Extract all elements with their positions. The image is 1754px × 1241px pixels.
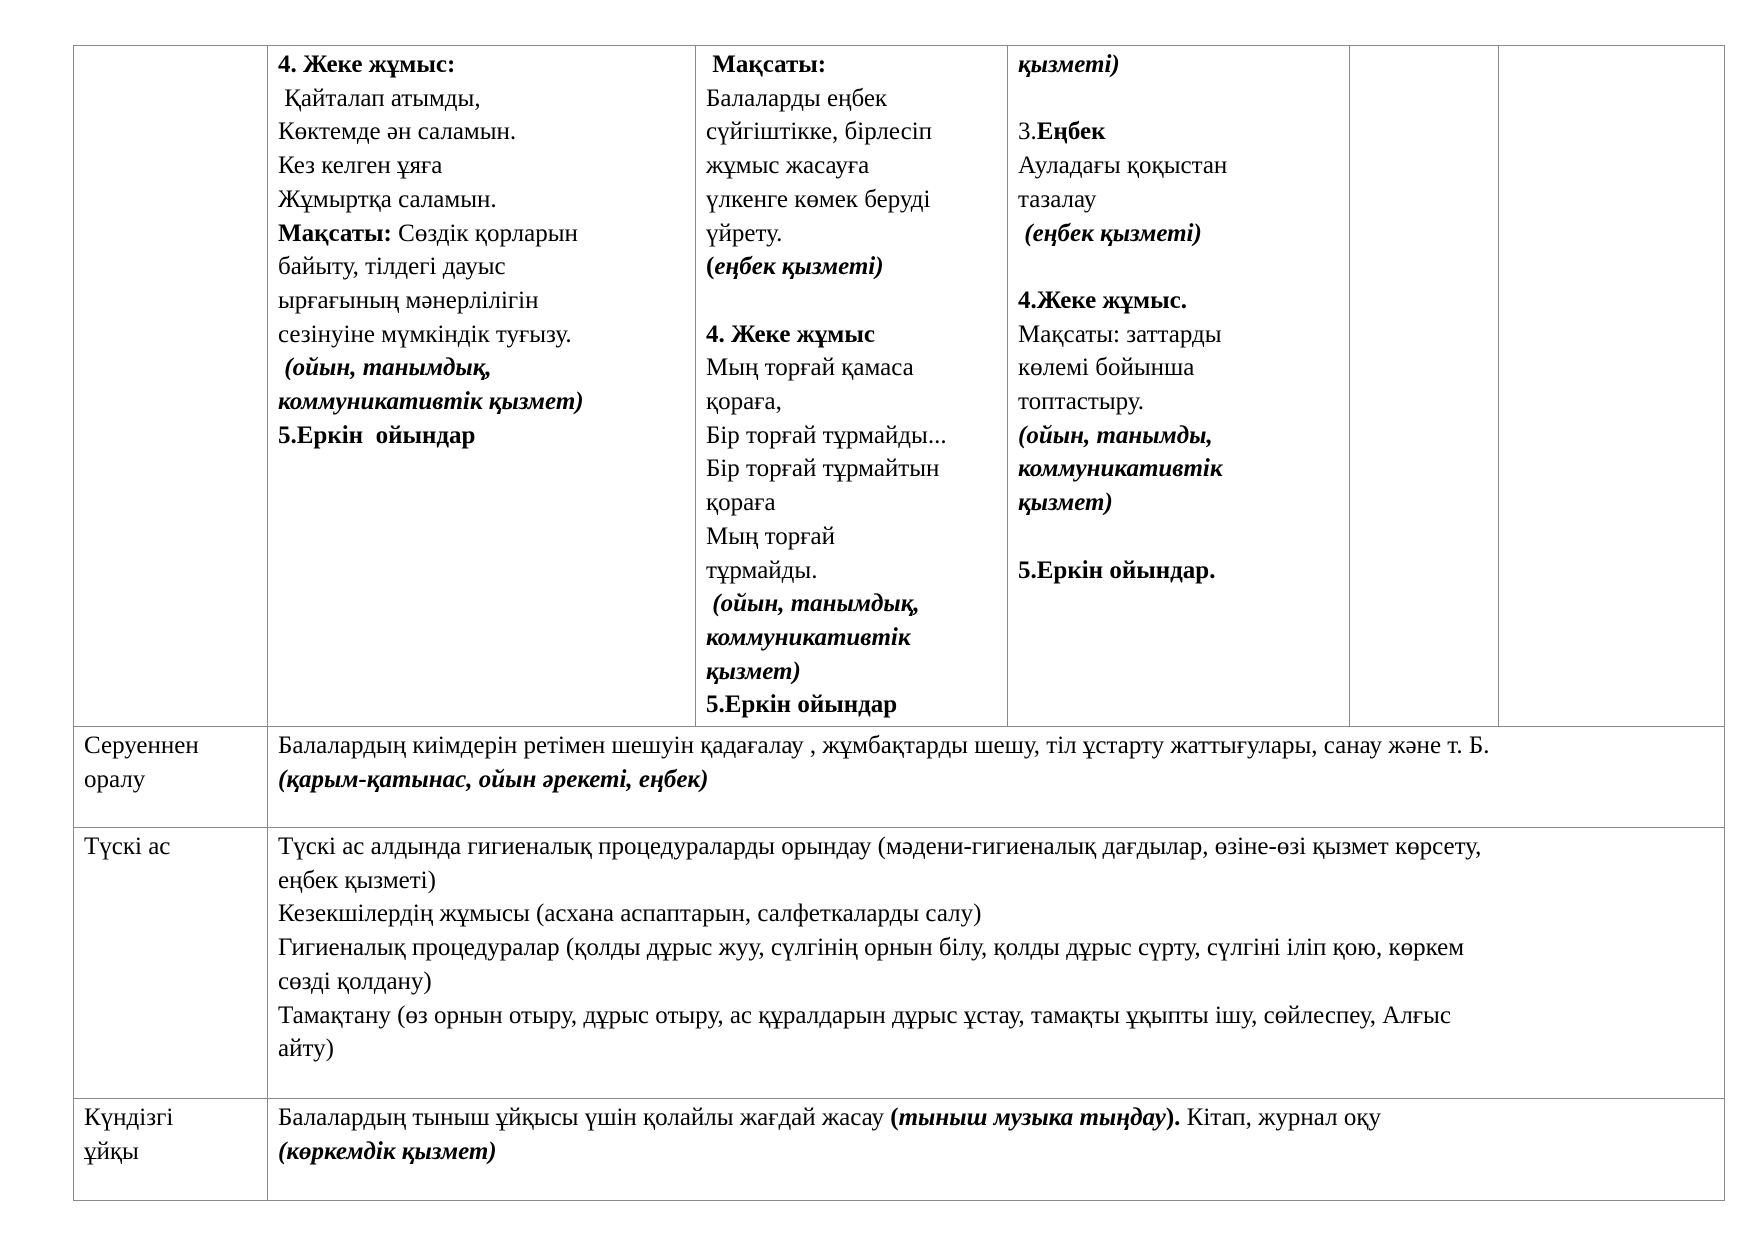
row-content xyxy=(268,1099,1725,1201)
content-line: сөзді қолдану) xyxy=(278,967,432,995)
labour-number: 3. xyxy=(1018,118,1037,146)
poem-line: Мың торғай xyxy=(706,522,835,550)
music-activity: тыныш музыка тыңдау xyxy=(898,1104,1166,1132)
poem-line: Мың торғай қамаса xyxy=(706,354,914,382)
row-return-from-walk xyxy=(74,727,1725,828)
row-content xyxy=(268,727,1725,828)
row-label xyxy=(74,727,268,828)
poem-line: Көктемде ән саламын. xyxy=(278,118,517,146)
row-label-line: оралу xyxy=(84,765,146,793)
poem-line: Жұмыртқа саламын. xyxy=(278,185,497,213)
row-label xyxy=(74,828,268,1099)
poem-line: Бір торғай тұрмайтын xyxy=(706,455,940,483)
poem-line: тұрмайды. xyxy=(706,556,818,584)
free-play-heading: 5.Еркін ойындар xyxy=(278,421,476,449)
poem-line: Кез келген ұяға xyxy=(278,152,443,180)
activity-line: (қарым-қатынас, ойын әрекеті, еңбек) xyxy=(278,765,709,793)
labour-title: Еңбек xyxy=(1036,118,1106,146)
row-label-line: Түскі ас xyxy=(84,833,171,861)
labour-heading xyxy=(1018,115,1339,149)
goal-line: үлкенге көмек беруді xyxy=(706,185,931,213)
cell-empty-col6 xyxy=(1499,46,1725,727)
activity-line: коммуникативтік xyxy=(1018,455,1223,483)
content-line: еңбек қызметі) xyxy=(278,866,436,894)
row-content xyxy=(268,828,1725,1099)
activity-continuation: қызметі) xyxy=(1018,51,1120,78)
goal-line: сүйгіштікке, бірлесіп xyxy=(706,118,933,146)
spacer xyxy=(1018,520,1339,554)
labour-line: тазалау xyxy=(1018,185,1097,213)
activity-line: (ойын, танымды, xyxy=(1018,421,1213,449)
goal-line: Мақсаты: заттарды xyxy=(1018,320,1222,348)
goal-line: байыту, тілдегі дауыс xyxy=(278,253,506,281)
activity-line xyxy=(706,250,997,284)
activity-line: (ойын, танымдық, xyxy=(278,354,492,382)
paren: ( xyxy=(706,253,715,281)
row-label-line: Серуеннен xyxy=(84,732,199,760)
poem-line: қораға, xyxy=(706,388,782,416)
activity-line: (көркемдік қызмет) xyxy=(278,1137,497,1165)
cell-col2 xyxy=(268,46,696,727)
goal-line: Балаларды еңбек xyxy=(706,84,888,112)
activity-text: еңбек қызметі) xyxy=(714,253,884,281)
content-line: Кезекшілердің жұмысы (асхана аспаптарын, салфеткаларды салу) xyxy=(278,900,982,928)
activity-line: (еңбек қызметі) xyxy=(1018,219,1202,247)
row-daytime-sleep xyxy=(74,1099,1725,1201)
activity-line: қызмет) xyxy=(706,657,801,685)
individual-work-heading: 4. Жеке жұмыс xyxy=(706,320,875,348)
goal-line: ырғағының мәнерлілігін xyxy=(278,286,539,314)
sleep-text: Балалардың тыныш ұйқысы үшін қолайлы жағдай жасау xyxy=(278,1104,891,1132)
free-play-heading: 5.Еркін ойындар. xyxy=(1018,556,1216,584)
activity-line: қызмет) xyxy=(1018,489,1113,517)
free-play-heading: 5.Еркін ойындар xyxy=(706,691,898,719)
labour-line: Ауладағы қоқыстан xyxy=(1018,152,1228,180)
cell-col3 xyxy=(696,46,1008,727)
goal-text: Сөздік қорларын xyxy=(391,219,578,247)
goal-line: жұмыс жасауға xyxy=(706,152,870,180)
goal-label: Мақсаты: xyxy=(278,219,392,247)
reading-text: Кітап, журнал оқу xyxy=(1180,1104,1381,1132)
content-line: Түскі ас алдында гигиеналық процедураларды орындау (мәдени-гигиеналық дағдылар, өзіне-өзі қызмет көрсету, xyxy=(278,833,1482,861)
activity-line: коммуникативтік xyxy=(706,623,911,651)
row-label-line: ұйқы xyxy=(84,1137,139,1165)
activity-line: (ойын, танымдық, xyxy=(706,590,920,618)
paren: ( xyxy=(890,1104,899,1132)
poem-line: Бір торғай тұрмайды... xyxy=(706,421,947,449)
row-label xyxy=(74,1099,268,1201)
spacer xyxy=(706,284,997,318)
goal-label: Мақсаты: xyxy=(706,51,827,78)
goal-line: топтастыру. xyxy=(1018,388,1145,415)
row-label-line: Күндізгі xyxy=(84,1104,174,1132)
content-line: Гигиеналық процедуралар (қолды дұрыс жуу, сүлгінің орнын білу, қолды дұрыс сүрту, сүлгіні іліп қою, көркем xyxy=(278,934,1465,962)
goal-line: көлемі бойынша xyxy=(1018,354,1195,382)
cell-col4 xyxy=(1008,46,1350,727)
paren: ). xyxy=(1165,1104,1181,1132)
spacer xyxy=(1018,82,1339,116)
goal-line: үйрету. xyxy=(706,219,783,247)
content-line: айту) xyxy=(278,1035,334,1063)
poem-line: Қайталап атымды, xyxy=(278,84,481,112)
individual-work-heading: 4. Жеке жұмыс: xyxy=(278,51,456,78)
goal-line: сезінуіне мүмкіндік туғызу. xyxy=(278,320,572,348)
individual-work-heading: 4.Жеке жұмыс. xyxy=(1018,286,1187,314)
goal-line xyxy=(278,217,685,251)
row-walk-activities xyxy=(74,46,1725,727)
row-lunch xyxy=(74,828,1725,1099)
spacer xyxy=(1018,250,1339,284)
content-line: Балалардың киімдерін ретімен шешуін қадағалау , жұмбақтарды шешу, тіл ұстарту жаттығулары, санау және т. Б. xyxy=(278,732,1490,760)
schedule-table xyxy=(73,45,1725,1201)
poem-line: қораға xyxy=(706,489,776,517)
activity-line: коммуникативтік қызмет) xyxy=(278,388,584,416)
content-line: Тамақтану (өз орнын отыру, дұрыс отыру, ас құралдарын дұрыс ұстау, тамақты ұқыпты ішу, сөйлеспеу, Алғыс xyxy=(278,1001,1451,1029)
cell-empty-label xyxy=(74,46,268,727)
cell-empty-col5 xyxy=(1350,46,1499,727)
content-line xyxy=(278,1101,1714,1135)
